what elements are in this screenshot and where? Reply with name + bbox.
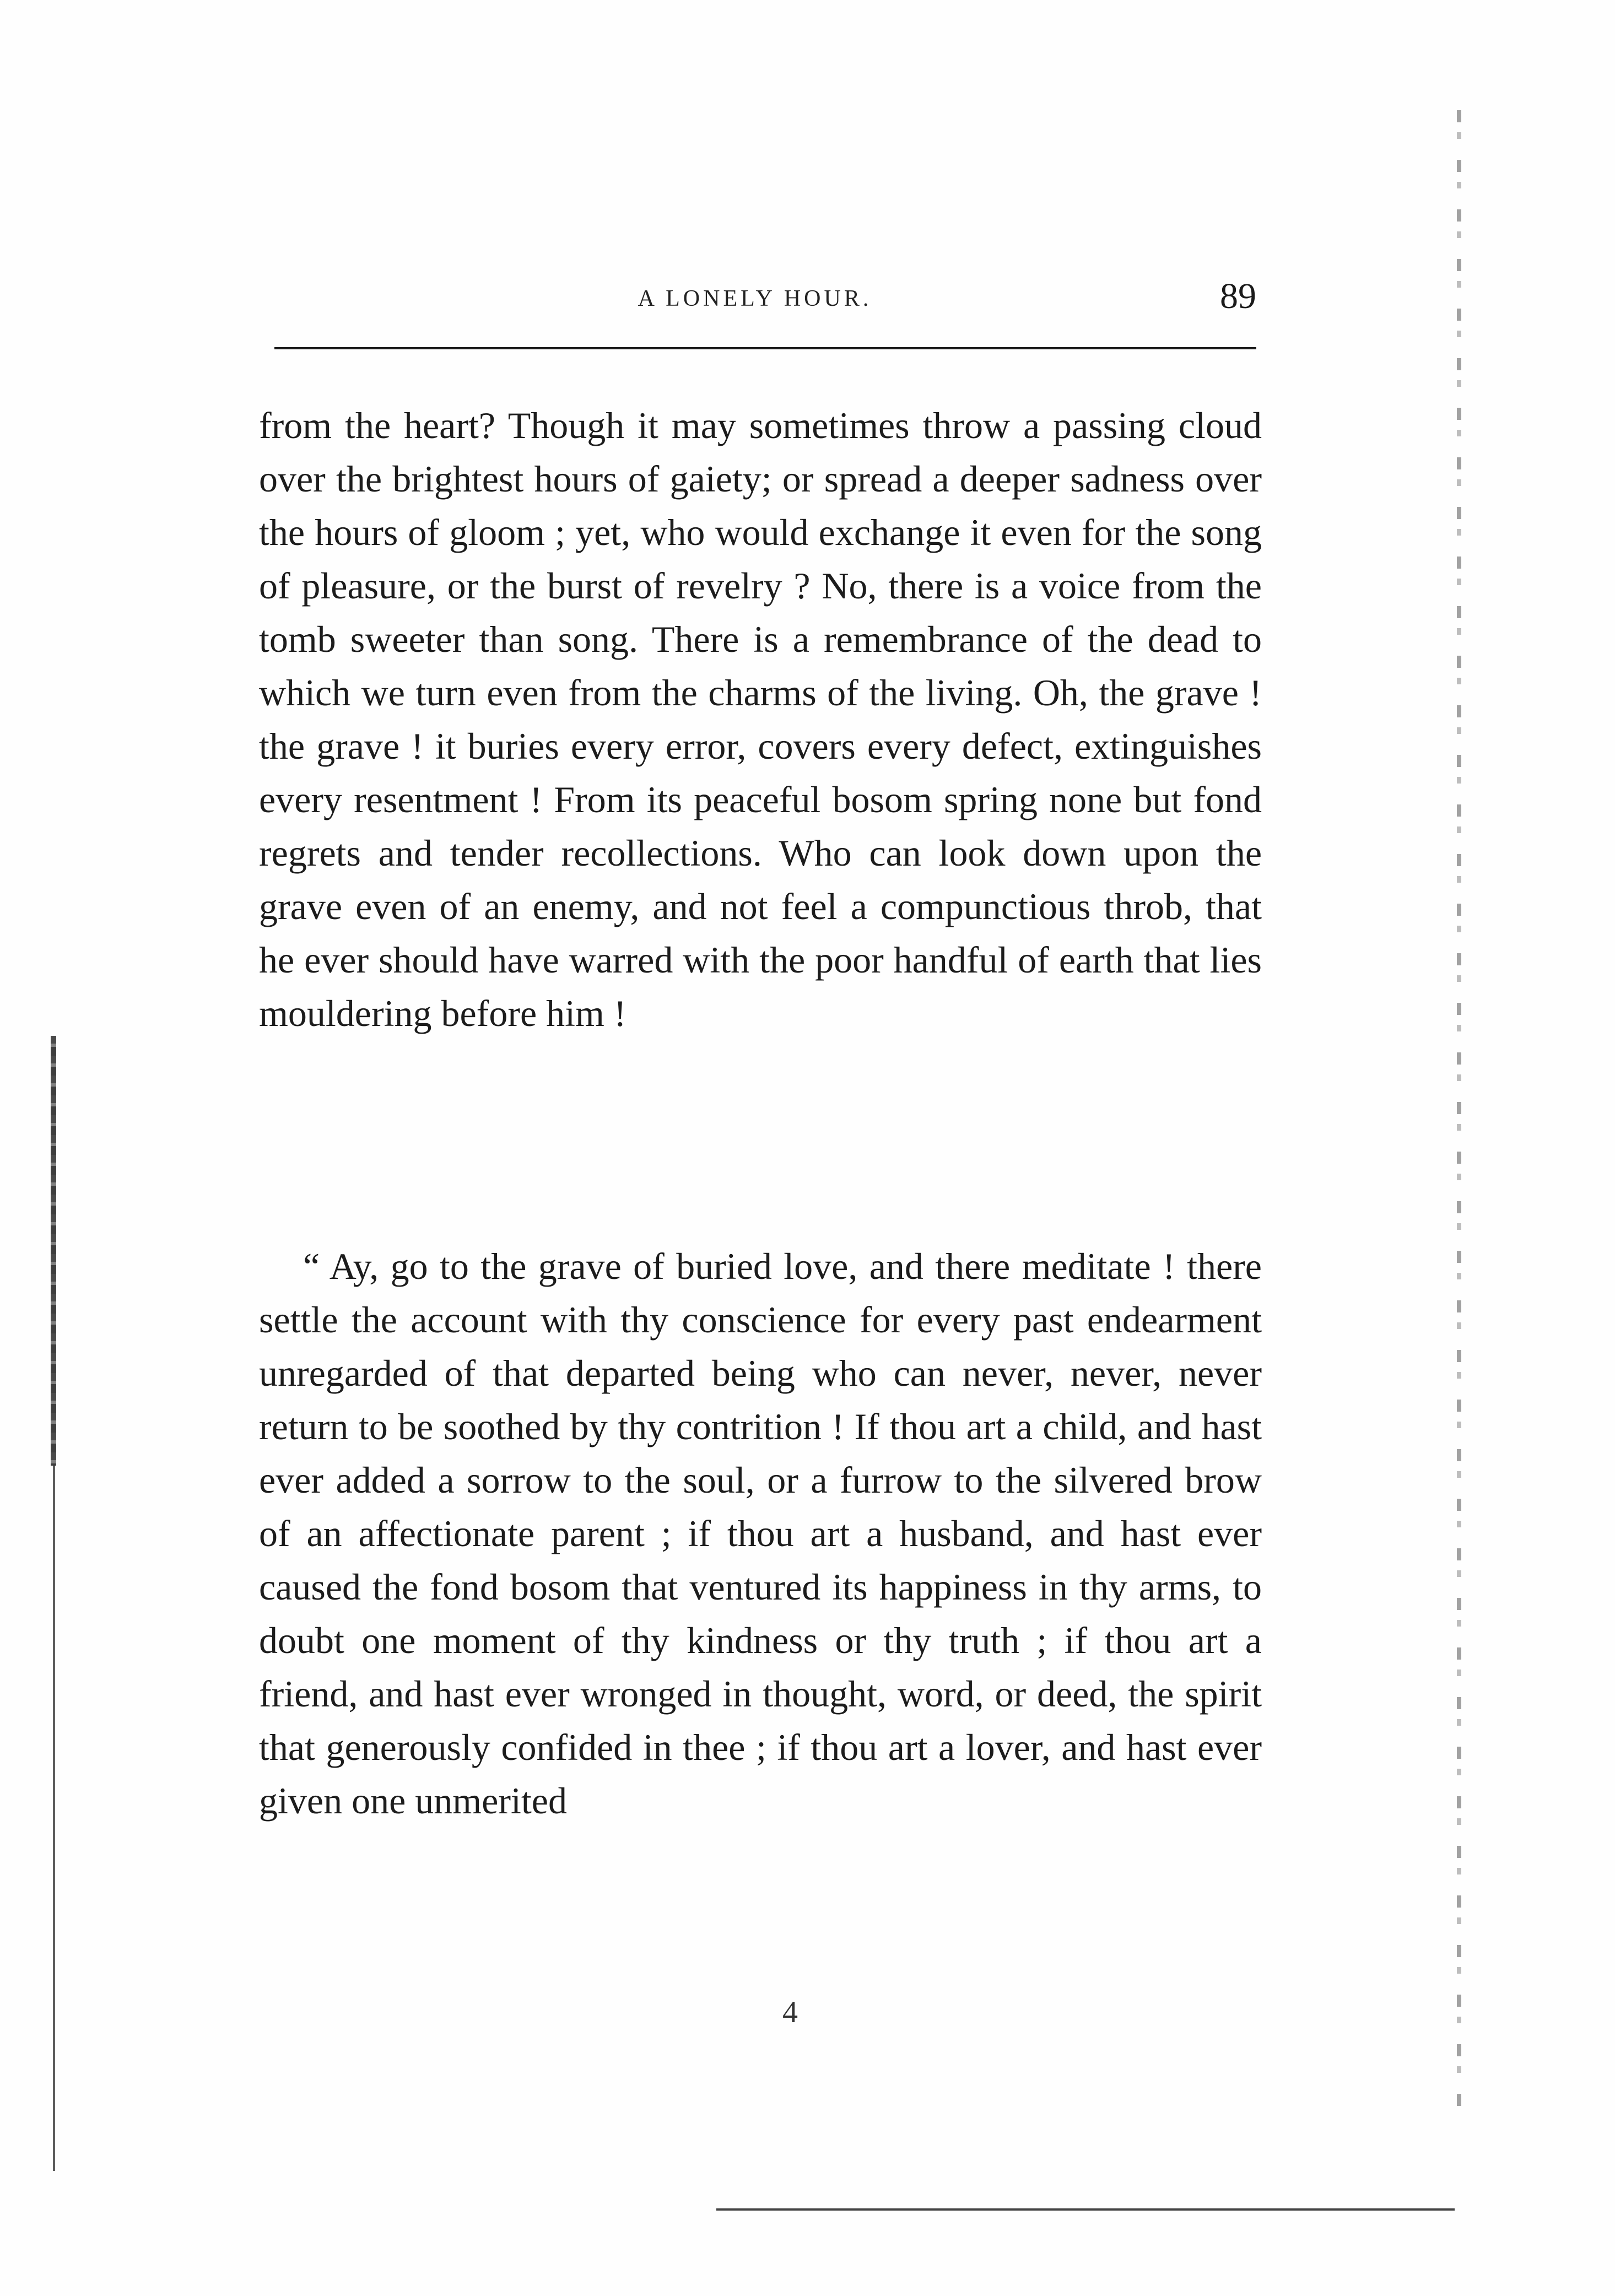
paragraph-1: from the heart? Though it may sometimes throw a passing cloud over the brightest hours of gaiety; or spread a deeper sadness over the hours of gloom ; yet, who would exchange it even for the song of pleasure, or the burst of revelry ? No, there is a voice from the tomb sweeter than song. There is a remembrance of the dead to which we turn even from the charms of the living. Oh, the grave ! the grave ! it buries every error, covers every defect, extinguishes every resentment ! From its peaceful bosom spring none but fond regrets and tender recollections. Who can look down upon the grave even of an enemy, and not feel a compunctious throb, that he ever should have warred with the poor handful of earth that lies mouldering before him ! xyxy=(259,404,1262,1034)
scan-edge-left xyxy=(51,1036,56,1466)
footer-rule xyxy=(716,2208,1455,2211)
paragraph-2: “ Ay, go to the grave of buried love, and there meditate ! there settle the account with thy conscience for every past endearment unregarded of that departed being who can never, never, never return to be soothed by thy contrition ! If thou art a child, and hast ever added a sorrow to the soul, or a furrow to the silvered brow of an affectionate parent ; if thou art a husband, and hast ever caused the fond bosom that ventured its happiness in thy arms, to doubt one moment of thy kindness or thy truth ; if thou art a friend, and hast ever wronged in thought, word, or deed, the spirit that generously confided in thee ; if thou art a lover, and hast ever given one unmerited xyxy=(259,1245,1262,1822)
running-title: A LONELY HOUR. xyxy=(638,286,872,311)
header-rule xyxy=(274,347,1256,349)
page-header xyxy=(253,275,1256,325)
scan-edge-right xyxy=(1457,110,1461,2116)
signature-mark: 4 xyxy=(782,1995,798,2029)
page-number: 89 xyxy=(1220,276,1256,316)
scan-edge-left-thin xyxy=(53,1466,55,2171)
